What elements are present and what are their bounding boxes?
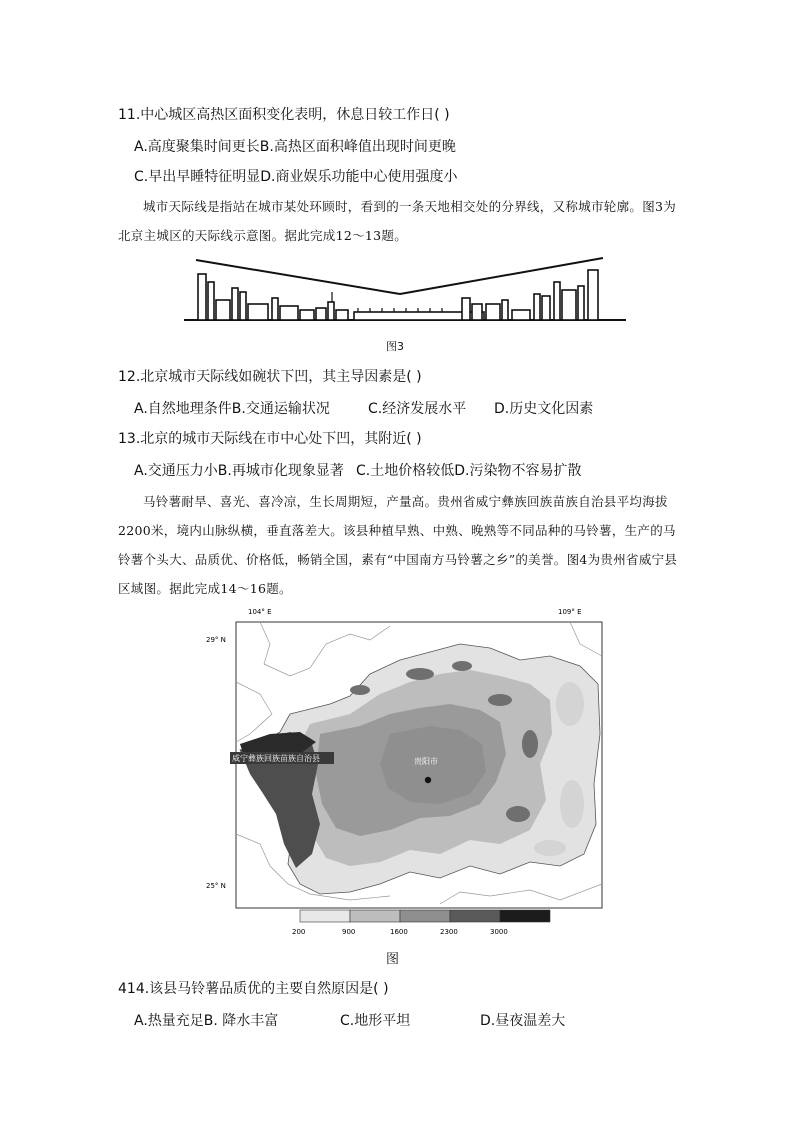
q14-option-c: C.地形平坦 (340, 1013, 411, 1029)
legend-swatch-5 (500, 910, 550, 922)
figure3-skyline (180, 252, 630, 332)
legend-swatch-2 (350, 910, 400, 922)
lon-label-104: 104° E (248, 608, 272, 616)
elevation-legend (292, 910, 550, 936)
guiyang-marker (425, 777, 431, 783)
legend-label-900: 900 (342, 928, 356, 936)
q12-option-c: C.经济发展水平 (368, 401, 467, 417)
q12-option-d: D.历史文化因素 (494, 401, 594, 417)
legend-label-1600: 1600 (390, 928, 408, 936)
legend-label-2300: 2300 (440, 928, 458, 936)
lat-label-25: 25° N (206, 882, 226, 890)
figure4-map (200, 604, 610, 940)
lat-label-29: 29° N (206, 636, 226, 644)
legend-label-3000: 3000 (490, 928, 508, 936)
city-label: 贵阳市 (414, 757, 438, 766)
legend-swatch-4 (450, 910, 500, 922)
lon-label-109: 109° E (558, 608, 582, 616)
q13-stem: 13.北京的城市天际线在市中心处下凹，其附近( ) (118, 431, 422, 447)
legend-label-200: 200 (292, 928, 306, 936)
q11-options-row1: A.高度聚集时间更长B.高热区面积峰值出现时间更晚 (134, 139, 456, 155)
figure3-caption: 图3 (386, 340, 404, 353)
q11-stem: 11.中心城区高热区面积变化表明，休息日较工作日( ) (118, 107, 450, 123)
legend-swatch-3 (400, 910, 450, 922)
q14-option-d: D.昼夜温差大 (480, 1013, 566, 1029)
county-label: 威宁彝族回族苗族自治县 (232, 754, 320, 763)
q12-option-ab: A.自然地理条件B.交通运输状况 (134, 401, 330, 417)
q13-option-cd: C.土地价格较低D.污染物不容易扩散 (356, 463, 582, 479)
legend-swatch-1 (300, 910, 350, 922)
q12-stem: 12.北京城市天际线如碗状下凹，其主导因素是( ) (118, 369, 422, 385)
passage-skyline: 城市天际线是指站在城市某处环顾时，看到的一条天地相交处的分界线，又称城市轮廓。图3为北京主城区的天际线示意图。据此完成12～13题。 (118, 199, 677, 243)
figure4-caption: 图 (386, 952, 400, 967)
passage-potato: 马铃薯耐旱、喜光、喜冷凉，生长周期短，产量高。贵州省威宁彝族回族苗族自治县平均海拔2200米，境内山脉纵横，垂直落差大。该县种植早熟、中熟、晚熟等不同品种的马铃薯，生产的马铃薯个头大、品质优、价格低，畅销全国，素有“中国南方马铃薯之乡”的美誉。图4为贵州省威宁县区域图。据此完成14～16题。 (118, 494, 678, 596)
q14-stem: 414.该县马铃薯品质优的主要自然原因是( ) (118, 981, 389, 997)
q14-option-ab: A.热量充足B. 降水丰富 (134, 1013, 279, 1029)
q13-option-ab: A.交通压力小B.再城市化现象显著 (134, 463, 344, 479)
q11-options-row2: C.早出早睡特征明显D.商业娱乐功能中心使用强度小 (134, 169, 458, 185)
